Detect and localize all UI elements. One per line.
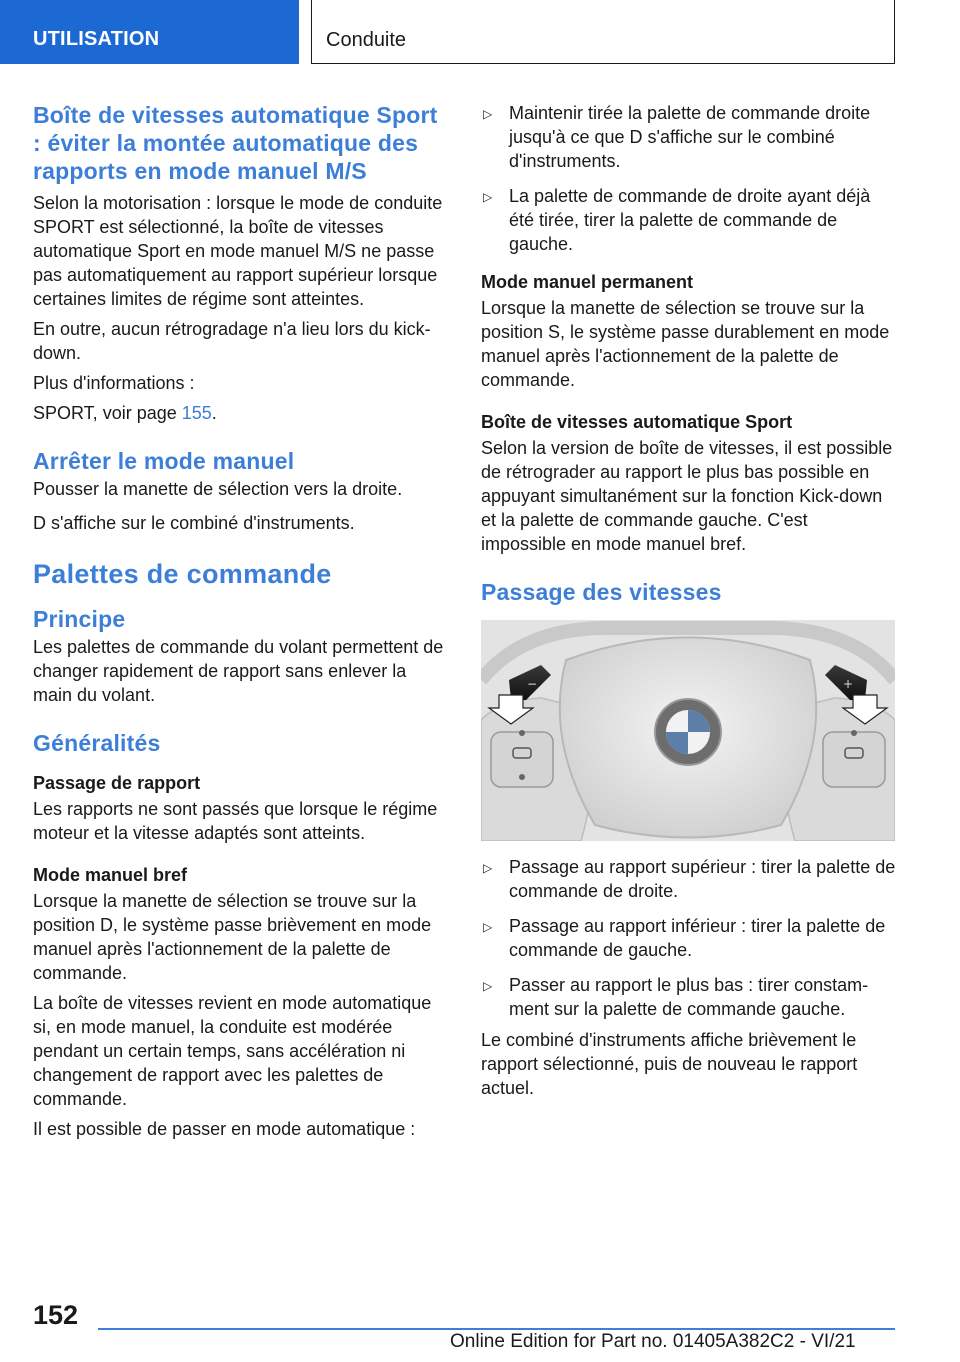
- paragraph: En outre, aucun rétrogradage n'a lieu lors du kick-down.: [33, 319, 431, 363]
- right-column: [481, 101, 897, 1100]
- paragraph: Selon la motorisation : lorsque le mode de conduite SPORT est sélectionné, la boîte de vitesses automatique Sport en mode manuel M/S ne passe pas automatiquement au rapport supérieur lorsque certaines limites de régime sont atteintes.: [33, 193, 443, 309]
- steering-wheel-figure: [481, 620, 895, 841]
- paragraph: Il est possible de passer en mode automatique :: [33, 1119, 416, 1139]
- page-link-155[interactable]: 155: [181, 403, 212, 423]
- triangle-bullet-icon: ▷: [483, 107, 493, 121]
- subheading-passage-rapport: Passage de rapport: [33, 773, 201, 793]
- header-chapter-tab: [311, 0, 895, 64]
- paragraph: Lorsque la manette de sélection se trouve sur la position D, le système passe brièvement en mode manuel après l'actionnement de la palette de commande.: [33, 891, 432, 983]
- heading-passage-vitesses: Passage des vitesses: [481, 579, 722, 605]
- footer-edition: Online Edition for Part no. 01405A382C2 - VI/21: [450, 1331, 856, 1352]
- heading-generalites: Généralités: [33, 730, 161, 756]
- paragraph: Les palettes de commande du volant permettent de changer rapidement de rapport sans enlever la main du volant.: [33, 637, 444, 705]
- left-column: [33, 101, 449, 1141]
- ref-suffix: .: [211, 403, 217, 423]
- triangle-bullet-icon: ▷: [483, 979, 493, 993]
- paragraph: Pousser la manette de sélection vers la droite.: [33, 479, 403, 499]
- paragraph: La boîte de vitesses revient en mode automatique si, en mode manuel, la conduite est modérée pendant un certain temps, sans accélération ni changement de rapport avec les palettes de commande.: [33, 993, 432, 1109]
- paragraph-page-ref: [33, 401, 449, 425]
- header-section-label: UTILISATION: [33, 28, 160, 50]
- list-item: ▷ Passage au rapport supérieur : tirer la palette de commande de droite.: [483, 857, 896, 901]
- bullet-list-gear-change: [481, 855, 897, 1021]
- paragraph: Selon la version de boîte de vitesses, il est possible de rétrograder au rapport le plus bas possible en appuyant simultanément sur la fonction Kick-down et la palette de commande gauche. C'est impossible en mode manuel bref.: [481, 438, 893, 554]
- subheading-sport: Boîte de vitesses automatique Sport: [481, 412, 793, 432]
- plus-label: +: [843, 677, 854, 691]
- paragraph: D s'affiche sur le combiné d'instruments.: [33, 513, 355, 533]
- list-item: ▷ Maintenir tirée la palette de commande droite jusqu'à ce que D s'affiche sur le combiné d'instruments.: [483, 103, 871, 171]
- ref-text: SPORT, voir page: [33, 403, 182, 423]
- heading-palettes: Palettes de commande: [33, 559, 332, 589]
- subheading-mode-permanent: Mode manuel permanent: [481, 272, 694, 292]
- header-chapter-label: Conduite: [326, 29, 407, 51]
- heading-stop-manual: Arrêter le mode manuel: [33, 448, 295, 474]
- minus-label: −: [527, 677, 538, 691]
- paragraph: Lorsque la manette de sélection se trouve sur la position S, le système passe durablement en mode manuel après l'actionnement de la palette de commande.: [481, 298, 890, 390]
- triangle-bullet-icon: ▷: [483, 190, 493, 204]
- triangle-bullet-icon: ▷: [483, 861, 493, 875]
- subheading-mode-bref: Mode manuel bref: [33, 865, 188, 885]
- steering-wheel-illustration: [481, 620, 895, 841]
- triangle-bullet-icon: ▷: [483, 920, 493, 934]
- bullet-list-return-auto: [481, 101, 897, 256]
- heading-sport-auto: Boîte de vitesses automatique Sport : éviter la montée automatique des rapports en mode manuel M/S: [33, 102, 438, 184]
- footer-divider: [98, 1328, 895, 1330]
- list-item: ▷ Passer au rapport le plus bas : tirer constamment sur la palette de commande gauche.: [483, 975, 869, 1019]
- paragraph: Plus d'informations :: [33, 373, 195, 393]
- page-number: 152: [33, 1300, 79, 1330]
- header-section-tab: [0, 0, 299, 64]
- paragraph: Le combiné d'instruments affiche brièvement le rapport sélectionné, puis de nouveau le rapport actuel.: [481, 1030, 858, 1098]
- heading-principe: Principe: [33, 606, 126, 632]
- paragraph: Les rapports ne sont passés que lorsque le régime moteur et la vitesse adaptés sont atteints.: [33, 799, 438, 843]
- list-item: ▷ Passage au rapport inférieur : tirer la palette de commande de gauche.: [483, 916, 886, 960]
- bmw-logo: [655, 699, 721, 765]
- list-item: ▷ La palette de commande de droite ayant déjà été tirée, tirer la palette de commande de gauche.: [483, 186, 871, 254]
